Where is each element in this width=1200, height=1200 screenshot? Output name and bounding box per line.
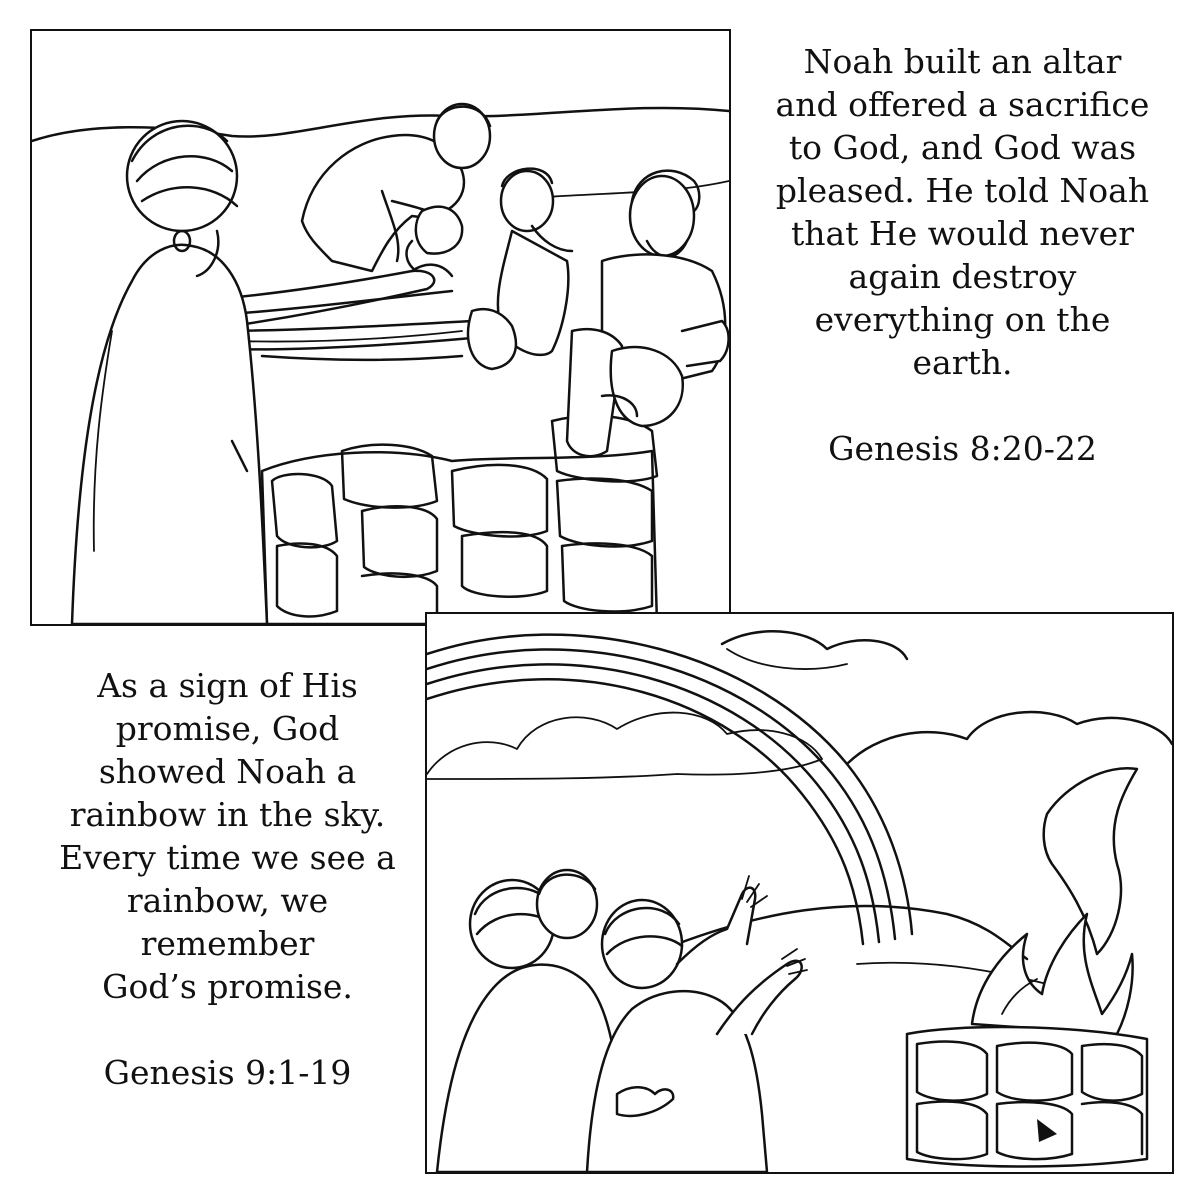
caption-line: promise, God xyxy=(115,709,340,748)
scripture-reference: Genesis 8:20-22 xyxy=(828,429,1097,468)
caption-line: showed Noah a xyxy=(98,752,357,791)
rainbow-caption xyxy=(35,664,420,1094)
caption-line: everything on the xyxy=(814,300,1111,339)
bearded-man-right xyxy=(567,171,729,457)
caption-line: Noah built an altar xyxy=(803,42,1122,81)
altar-caption xyxy=(755,40,1170,470)
caption-line: remember xyxy=(140,924,315,963)
caption-line: rainbow, we xyxy=(126,881,329,920)
rainbow-illustration xyxy=(425,612,1174,1174)
smoke xyxy=(1044,768,1137,954)
caption-line: rainbow in the sky. xyxy=(69,795,386,834)
noah-family xyxy=(437,870,807,1172)
caption-line: God’s promise. xyxy=(102,967,353,1006)
caption-line: to God, and God was xyxy=(788,128,1137,167)
caption-line: again destroy xyxy=(848,257,1077,296)
man-carrying-stone xyxy=(468,169,572,369)
altar-scene-drawing xyxy=(32,31,729,624)
robed-man-left xyxy=(72,121,267,624)
scripture-reference: Genesis 9:1-19 xyxy=(103,1053,352,1092)
clouds xyxy=(427,631,1172,779)
stone-altar xyxy=(907,1027,1147,1166)
caption-line: that He would never xyxy=(790,214,1134,253)
man-lifting-stone xyxy=(302,104,490,271)
hill-line xyxy=(32,108,729,141)
caption-line: pleased. He told Noah xyxy=(775,171,1150,210)
caption-line: earth. xyxy=(912,343,1013,382)
rainbow-scene-drawing xyxy=(427,614,1172,1172)
caption-line: and offered a sacrifice xyxy=(775,85,1150,124)
caption-line: Every time we see a xyxy=(59,838,396,877)
caption-line: As a sign of His xyxy=(97,666,358,705)
altar-building-illustration xyxy=(30,29,731,626)
